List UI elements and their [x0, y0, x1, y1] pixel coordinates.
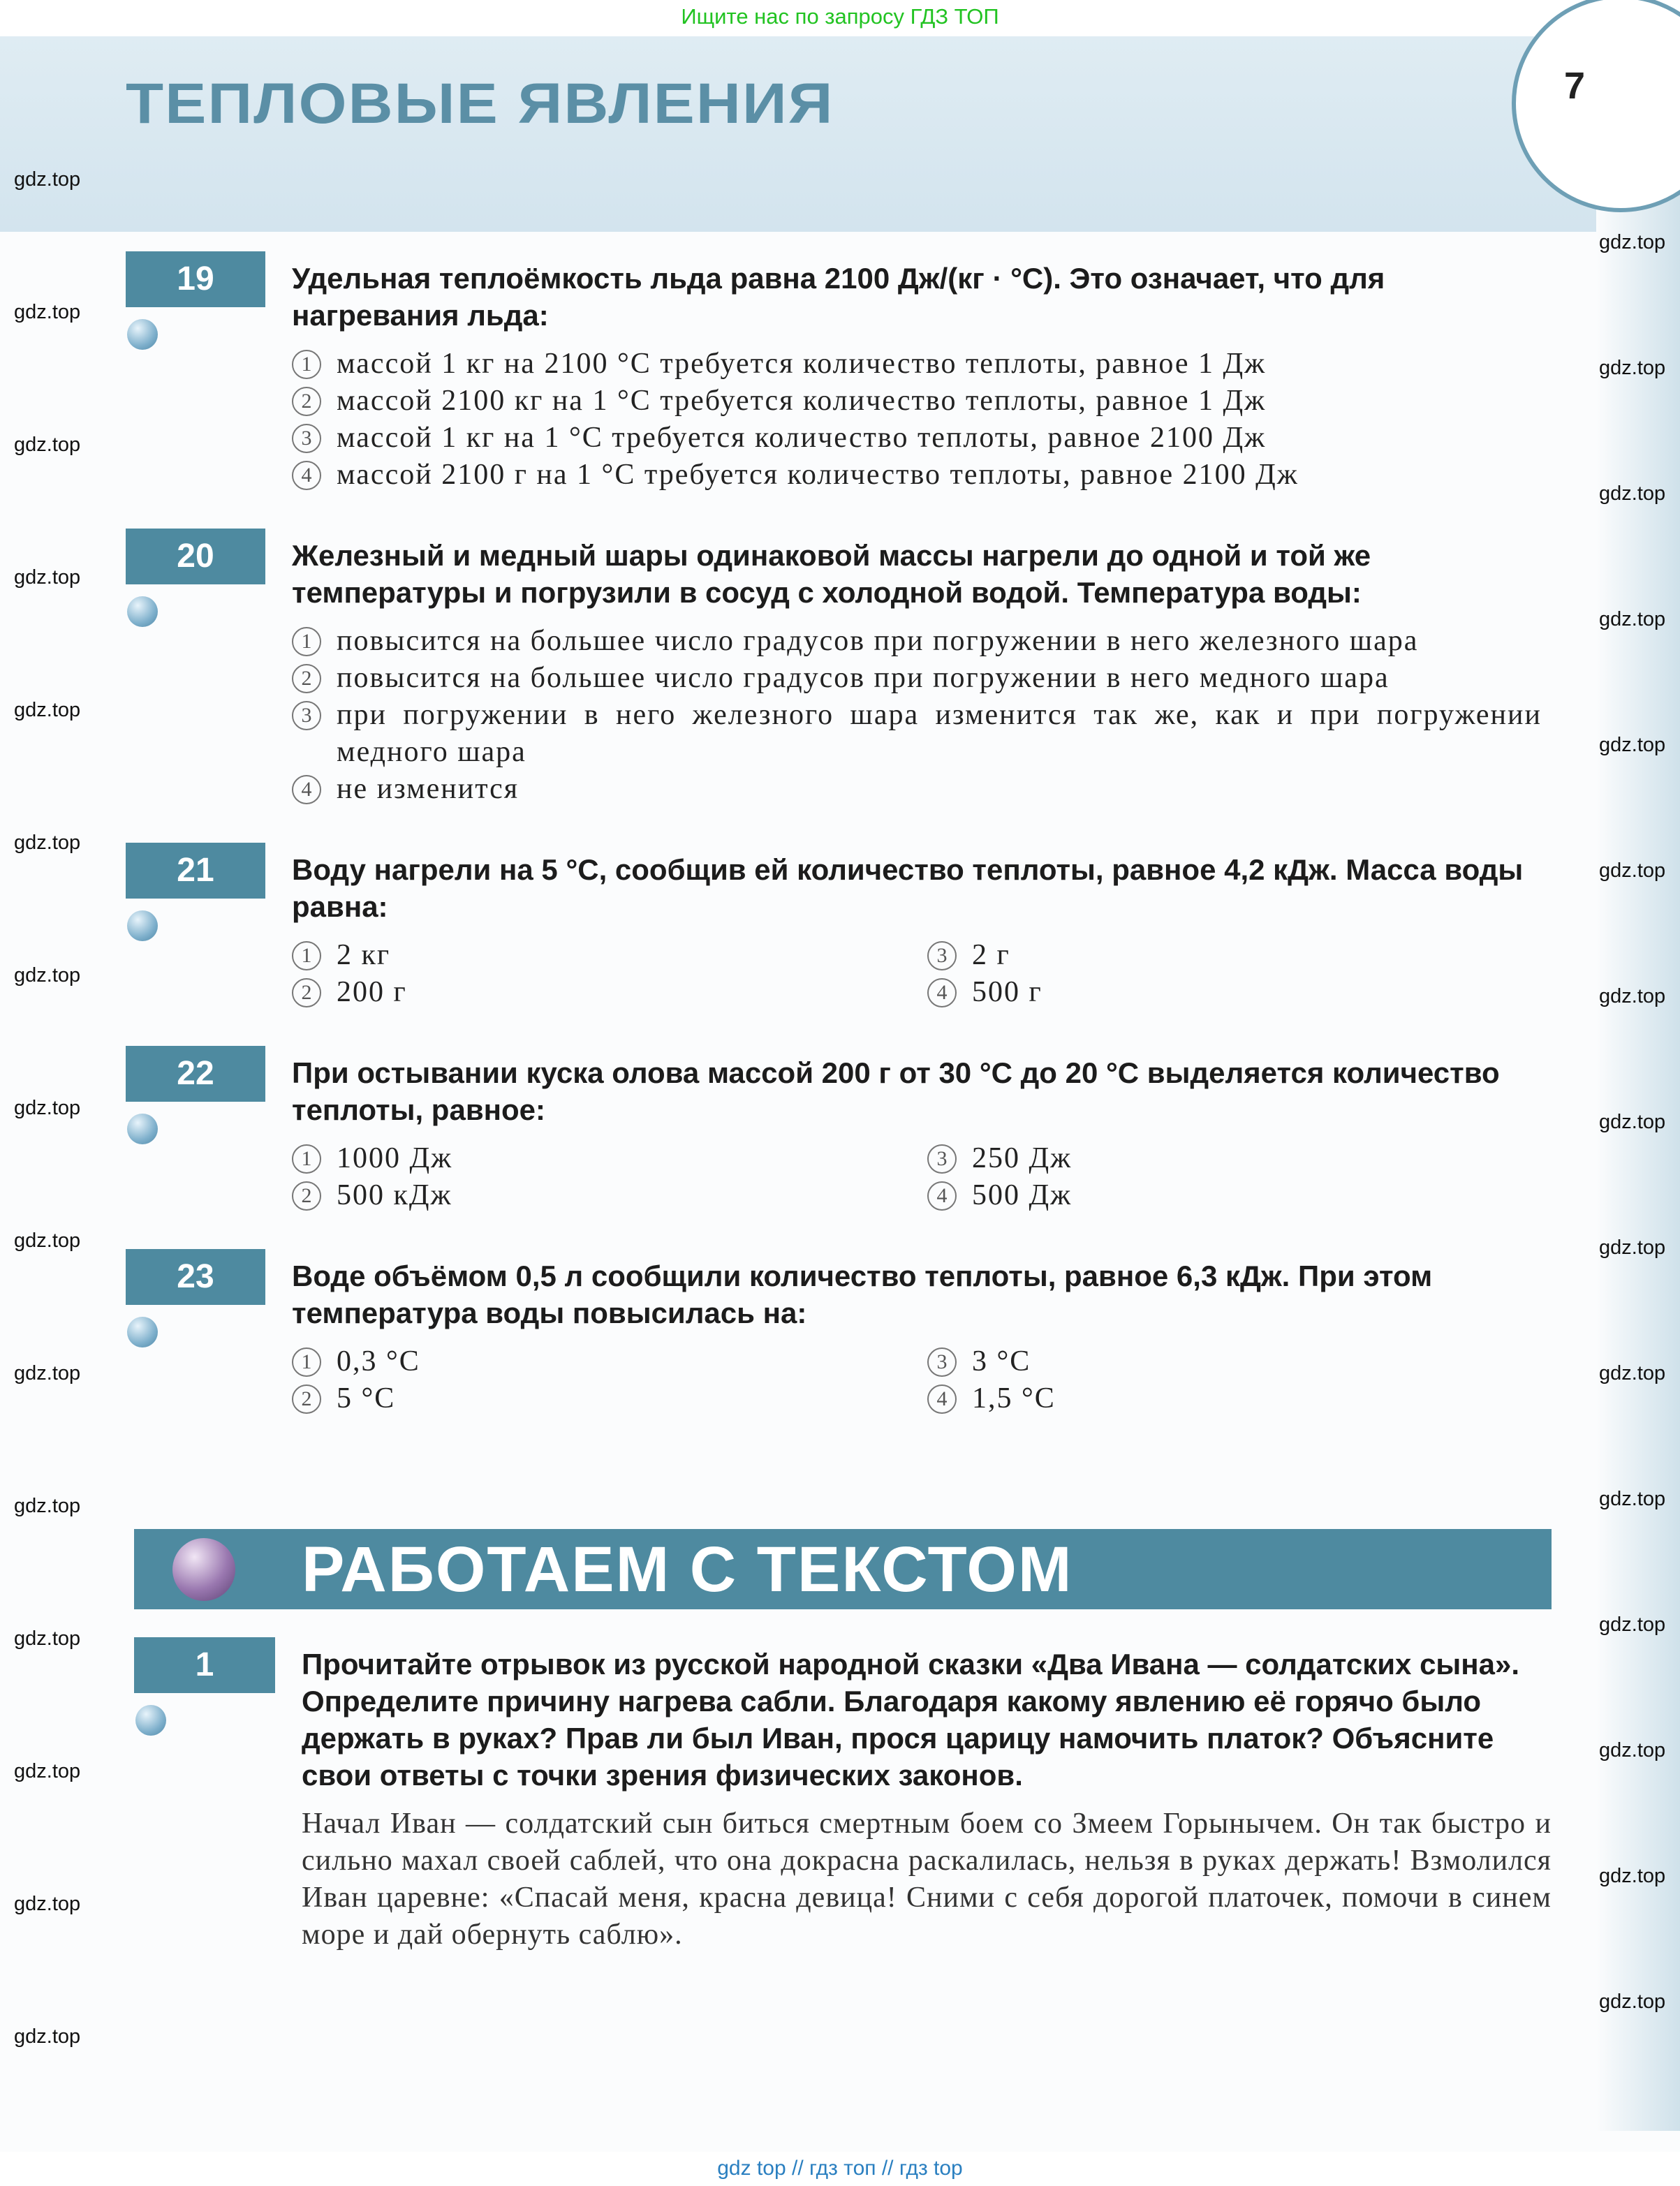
story-excerpt: Начал Иван — солдатский сын биться смертным боем со Змеем Горынычем. Он так быстро и сильно махал своей саблей, что она докрасна раскалилась, нельзя в руках держать! Взмолился Иван царевне: «Спасай меня, красна девица! Сними с себя дорогой платочек, помочи в синем море и дай обернуть саблю».	[302, 1808, 1552, 1951]
watermark: gdz.top	[1599, 859, 1666, 882]
question-body	[292, 251, 1542, 494]
option-text: 200 г	[337, 976, 407, 1008]
watermark: gdz.top	[14, 168, 81, 191]
option-mark: 3	[292, 701, 321, 730]
option[interactable]	[927, 1380, 1346, 1417]
option-text: не изменится	[337, 773, 520, 805]
option-mark: 3	[927, 1144, 957, 1174]
watermark: gdz.top	[1599, 482, 1666, 505]
question-number: 23	[126, 1249, 265, 1305]
option-text: 0,3 °С	[337, 1345, 420, 1378]
search-banner: Ищите нас по запросу ГДЗ ТОП	[681, 4, 999, 29]
question-marker	[126, 1249, 292, 1417]
option-mark: 1	[292, 1347, 321, 1377]
option-mark: 4	[292, 461, 321, 490]
watermark: gdz.top	[1599, 1111, 1666, 1133]
option-text: повысится на большее число градусов при погружении в него железного шара	[337, 625, 1419, 657]
question-marker	[126, 251, 292, 494]
options-list	[292, 346, 1493, 494]
question-number: 21	[126, 843, 265, 899]
option[interactable]	[292, 346, 1493, 383]
watermark: gdz.top	[1599, 1613, 1666, 1636]
option-mark: 1	[292, 627, 321, 656]
question-21	[126, 843, 1557, 1011]
question-body	[292, 1249, 1542, 1417]
watermark: gdz.top	[14, 434, 81, 456]
option[interactable]	[292, 383, 1493, 420]
question-number: 19	[126, 251, 265, 307]
option-text: 500 Дж	[972, 1179, 1073, 1211]
option-text: 500 г	[972, 976, 1042, 1008]
question-marker	[126, 843, 292, 1011]
option-text: 250 Дж	[972, 1142, 1073, 1174]
task-body	[302, 1637, 1552, 1954]
question-20	[126, 529, 1557, 808]
ball-icon	[127, 910, 158, 941]
option-text: массой 1 кг на 2100 °С требуется количество теплоты, равное 1 Дж	[337, 348, 1267, 380]
option[interactable]	[292, 420, 1493, 457]
page-number: 7	[1564, 65, 1586, 107]
option[interactable]	[292, 1177, 927, 1214]
option-text: 500 кДж	[337, 1179, 452, 1211]
option-text: 2 кг	[337, 939, 391, 971]
watermark: gdz.top	[14, 2025, 81, 2048]
option-mark: 2	[292, 1181, 321, 1211]
option[interactable]	[292, 937, 927, 974]
question-marker	[126, 529, 292, 808]
option[interactable]	[292, 457, 1493, 494]
watermark: gdz.top	[1599, 734, 1666, 756]
watermark: gdz.top	[14, 1760, 81, 1782]
option[interactable]	[927, 974, 1346, 1011]
option[interactable]	[927, 1140, 1346, 1177]
question-text: Воду нагрели на 5 °С, сообщив ей количество теплоты, равное 4,2 кДж. Масса воды равна:	[292, 853, 1524, 923]
watermark: gdz.top	[14, 832, 81, 854]
sphere-icon	[172, 1538, 235, 1601]
option[interactable]	[292, 771, 1542, 808]
question-text: Воде объёмом 0,5 л сообщили количество теплоты, равное 6,3 кДж. При этом температура воды повысилась на:	[292, 1260, 1433, 1329]
watermark: gdz.top	[1599, 1739, 1666, 1762]
option[interactable]	[292, 660, 1542, 697]
task-1	[134, 1637, 1557, 1954]
option-mark: 4	[927, 978, 957, 1007]
watermark: gdz.top	[14, 1097, 81, 1119]
task-marker	[134, 1637, 302, 1954]
watermark: gdz.top	[1599, 231, 1666, 253]
task-number: 1	[134, 1637, 275, 1693]
options-list	[292, 623, 1542, 808]
question-body	[292, 1046, 1542, 1214]
watermark: gdz.top	[14, 1893, 81, 1915]
page-edge	[1596, 176, 1680, 2131]
question-number: 22	[126, 1046, 265, 1102]
option-mark: 1	[292, 941, 321, 970]
ball-icon	[127, 1317, 158, 1347]
ball-icon	[127, 596, 158, 627]
question-body	[292, 529, 1542, 808]
option-text: 2 г	[972, 939, 1010, 971]
option-text: 5 °С	[337, 1382, 396, 1415]
option[interactable]	[292, 623, 1542, 660]
question-number: 20	[126, 529, 265, 584]
watermark: gdz.top	[14, 301, 81, 323]
option-mark: 2	[292, 1384, 321, 1414]
question-23	[126, 1249, 1557, 1417]
option-mark: 4	[927, 1181, 957, 1211]
option-mark: 2	[292, 664, 321, 693]
question-text: Железный и медный шары одинаковой массы нагрели до одной и той же температуры и погрузили в сосуд с холодной водой. Температура воды:	[292, 539, 1371, 609]
section-title: РАБОТАЕМ С ТЕКСТОМ	[302, 1534, 1073, 1605]
textbook-page	[0, 36, 1680, 2152]
option[interactable]	[292, 697, 1542, 771]
option-mark: 1	[292, 350, 321, 379]
watermark: gdz.top	[14, 1229, 81, 1252]
option-mark: 3	[292, 424, 321, 453]
ball-icon	[127, 319, 158, 350]
option-mark: 2	[292, 978, 321, 1007]
option[interactable]	[292, 1380, 927, 1417]
option-text: массой 2100 кг на 1 °С требуется количество теплоты, равное 1 Дж	[337, 385, 1267, 417]
task-text: Прочитайте отрывок из русской народной сказки «Два Ивана — солдатских сына». Определите причину нагрева сабли. Благодаря какому явлению её горячо было держать в руках? Прав ли был Иван, прося царицу намочить платок? Объясните свои ответы с точки зрения физических законов.	[302, 1648, 1520, 1792]
option-mark: 3	[927, 941, 957, 970]
watermark: gdz.top	[1599, 1991, 1666, 2013]
options-list	[292, 1140, 1542, 1214]
watermark: gdz.top	[14, 1495, 81, 1517]
question-19	[126, 251, 1557, 494]
watermark: gdz.top	[1599, 1362, 1666, 1384]
question-marker	[126, 1046, 292, 1214]
option[interactable]	[292, 974, 927, 1011]
watermark: gdz.top	[1599, 1865, 1666, 1887]
question-body	[292, 843, 1542, 1011]
option-text: 1000 Дж	[337, 1142, 453, 1174]
option-mark: 2	[292, 387, 321, 416]
watermark: gdz.top	[1599, 985, 1666, 1007]
option-mark: 3	[927, 1347, 957, 1377]
question-text: Удельная теплоёмкость льда равна 2100 Дж/(кг · °С). Это означает, что для нагревания льда:	[292, 262, 1385, 332]
ball-icon	[135, 1705, 166, 1736]
option[interactable]	[927, 1343, 1346, 1380]
option-mark: 4	[927, 1384, 957, 1414]
section-banner	[134, 1529, 1552, 1609]
ball-icon	[127, 1114, 158, 1144]
option-text: массой 1 кг на 1 °С требуется количество теплоты, равное 2100 Дж	[337, 422, 1267, 454]
option-text: массой 2100 г на 1 °С требуется количество теплоты, равное 2100 Дж	[337, 459, 1299, 491]
watermark: gdz.top	[1599, 608, 1666, 630]
watermark: gdz.top	[14, 566, 81, 589]
footer-banner: gdz top // гдз топ // гдз top	[717, 2157, 963, 2180]
watermark: gdz.top	[14, 964, 81, 987]
option-text: 3 °С	[972, 1345, 1031, 1378]
option-mark: 1	[292, 1144, 321, 1174]
question-22	[126, 1046, 1557, 1214]
watermark: gdz.top	[1599, 1236, 1666, 1259]
options-list	[292, 937, 1542, 1011]
option[interactable]	[292, 1343, 927, 1380]
watermark: gdz.top	[1599, 1488, 1666, 1510]
option[interactable]	[927, 1177, 1346, 1214]
options-list	[292, 1343, 1542, 1417]
option-text: 1,5 °С	[972, 1382, 1056, 1415]
watermark: gdz.top	[14, 1627, 81, 1650]
chapter-title: ТЕПЛОВЫЕ ЯВЛЕНИЯ	[126, 72, 834, 135]
watermark: gdz.top	[1599, 357, 1666, 379]
watermark: gdz.top	[14, 699, 81, 721]
option-mark: 4	[292, 775, 321, 804]
watermark: gdz.top	[14, 1362, 81, 1384]
option[interactable]	[927, 937, 1346, 974]
page-content	[126, 251, 1557, 1988]
option-text: при погружении в него железного шара изменится так же, как и при погружении медного шара	[337, 699, 1542, 768]
option[interactable]	[292, 1140, 927, 1177]
question-text: При остывании куска олова массой 200 г от 30 °С до 20 °С выделяется количество теплоты, равное:	[292, 1056, 1500, 1126]
option-text: повысится на большее число градусов при погружении в него медного шара	[337, 662, 1390, 694]
